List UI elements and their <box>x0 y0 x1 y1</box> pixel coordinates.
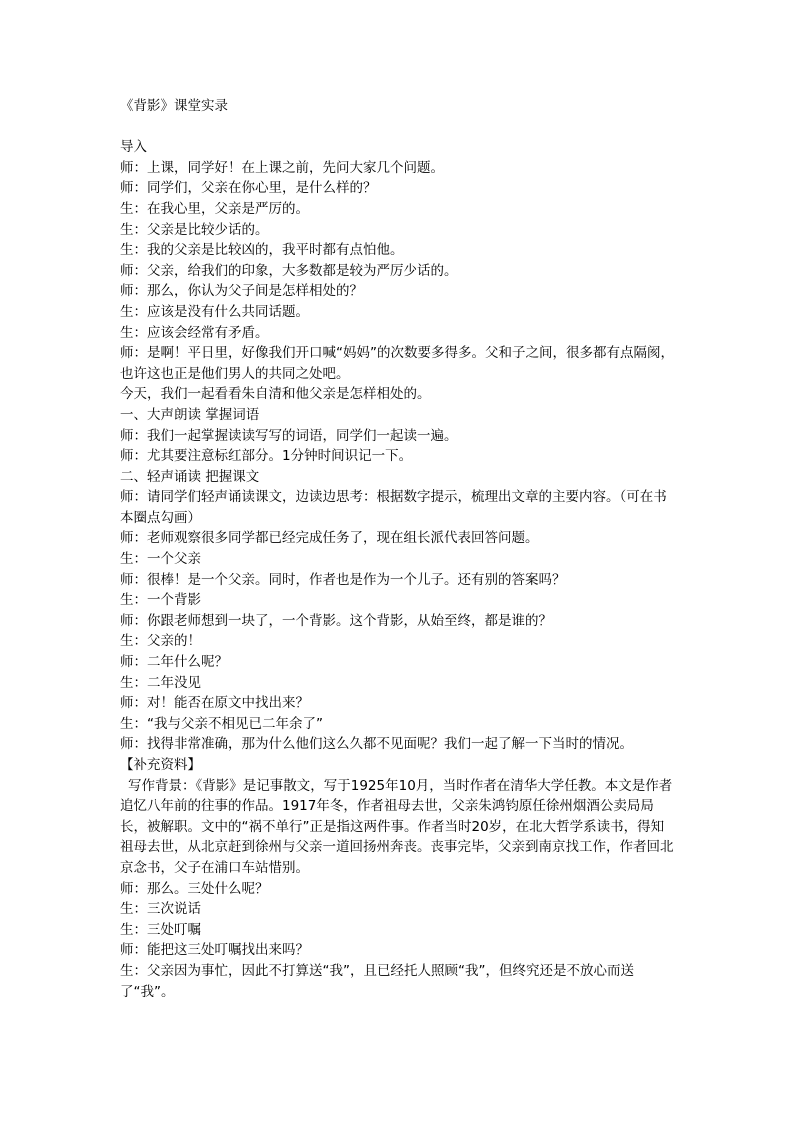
line-17: 师：老师观察很多同学都已经完成任务了，现在组长派代表回答问题。 <box>120 530 539 547</box>
line-21: 师：你跟老师想到一块了，一个背影。这个背影，从始至终，都是谁的？ <box>120 612 552 629</box>
line-26: 生：“我与父亲不相见已二年余了” <box>120 715 323 732</box>
line-25: 师：对！能否在原文中找出来？ <box>120 695 309 712</box>
line-20: 生：一个背影 <box>120 592 201 609</box>
line-23: 师：二年什么呢？ <box>120 654 228 671</box>
line-14: 师：尤其要注意标红部分。1分钟时间识记一下。 <box>120 448 413 465</box>
line-6: 师：父亲，给我们的印象，大多数都是较为严厉少话的。 <box>120 262 458 279</box>
line-8: 生：应该是没有什么共同话题。 <box>120 303 309 320</box>
document-title: 《背影》课堂实录 <box>120 98 228 114</box>
line-3: 生：在我心里，父亲是严厉的。 <box>120 200 309 217</box>
section-heading-1: 一、大声朗读 掌握词语 <box>120 406 260 423</box>
line-19: 师：很棒！是一个父亲。同时，作者也是作为一个儿子。还有别的答案吗？ <box>120 571 566 588</box>
supplement-paragraph: 写作背景：《背影》是记事散文，写于1925年10月，当时作者在清华大学任教。本文是作者追忆八年前的往事的作品。1917年冬，作者祖母去世，父亲朱鸿钧原任徐州烟酒公卖局局长，被解职。文中的“祸不单行”正是指这两件事。作者当时20岁，在北大哲学系读书，得知祖母去世，从北京赶到徐州与父亲一道回扬州奔丧。丧事完毕，父亲到南京找工作，作者回北京念书，父子在浦口车站惜别。 <box>120 777 674 876</box>
line-22: 生：父亲的！ <box>120 633 201 650</box>
line-4: 生：父亲是比较少话的。 <box>120 221 269 238</box>
line-34: 生：父亲因为事忙，因此不打算送“我”，且已经托人照顾“我”，但终究还是不放心而送了“我”。 <box>120 962 634 1000</box>
line-10: 师：是啊！平日里，好像我们开口喊“妈妈”的次数要多得多。父和子之间，很多都有点隔阂，也许这也正是他们男人的共同之处吧。 <box>120 345 674 382</box>
line-33: 师：能把这三处叮嘱找出来吗？ <box>120 942 309 959</box>
section-heading-2: 二、轻声诵读 把握课文 <box>120 468 260 485</box>
line-2: 师：同学们，父亲在你心里，是什么样的？ <box>120 180 377 197</box>
line-30: 师：那么。三处什么呢？ <box>120 880 269 897</box>
line-7: 师：那么，你认为父子间是怎样相处的？ <box>120 283 363 300</box>
line-5: 生：我的父亲是比较凶的，我平时都有点怕他。 <box>120 242 404 259</box>
line-31: 生：三次说话 <box>120 901 201 918</box>
supplement-heading: 【补充资料】 <box>120 757 201 773</box>
line-9: 生：应该会经常有矛盾。 <box>120 324 269 341</box>
line-18: 生：一个父亲 <box>120 551 201 568</box>
line-0: 导入 <box>120 139 147 156</box>
line-11: 今天，我们一起看看朱自清和他父亲是怎样相处的。 <box>120 386 431 403</box>
line-16: 师：请同学们轻声诵读课文，边读边思考：根据数字提示，梳理出文章的主要内容。（可在书本圈点勾画） <box>120 489 667 526</box>
line-27: 师：找得非常准确，那为什么他们这么久都不见面呢？我们一起了解一下当时的情况。 <box>120 736 633 753</box>
line-24: 生：二年没见 <box>120 674 201 691</box>
line-13: 师：我们一起掌握读读写写的词语，同学们一起读一遍。 <box>120 427 458 444</box>
line-32: 生：三处叮嘱 <box>120 921 201 938</box>
line-1: 师：上课，同学好！在上课之前，先问大家几个问题。 <box>120 159 444 176</box>
document-body <box>120 96 676 1002</box>
